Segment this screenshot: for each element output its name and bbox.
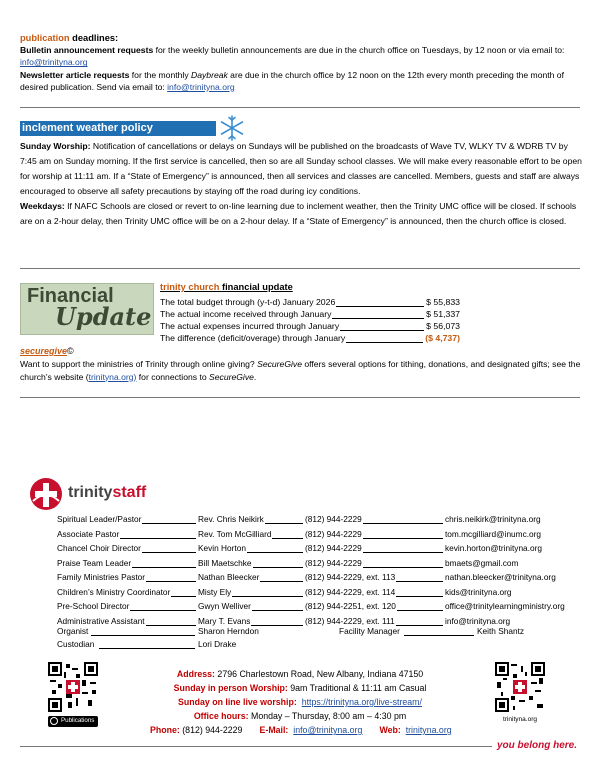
footer-office-hours: Office hours: Monday – Thursday, 8:00 am – 4:30 pm	[193, 711, 407, 721]
staff-phone: (812) 944-2229, ext. 113	[305, 572, 396, 582]
footer-contact-line: Phone: (812) 944-2229 E-Mail: info@trinityna.org Web: trinityna.org	[150, 725, 452, 735]
qr-code-icon	[495, 662, 545, 712]
finance-row-label: The total budget through (y-t-d) January 2026	[160, 297, 336, 307]
staff-row-custodian: Custodian Lori Drake	[57, 639, 237, 649]
footer-online-worship: Sunday on line live worship: https://trinityna.org/live-stream/	[178, 697, 422, 707]
staff-name: Rev. Chris Neikirk	[198, 514, 264, 524]
staff-email[interactable]: chris.neikirk@trinityna.org	[445, 514, 541, 524]
finance-row	[160, 297, 460, 309]
staff-role: Chancel Choir Director	[57, 543, 141, 553]
staff-name: Kevin Horton	[198, 543, 246, 553]
staff-email[interactable]: info@trinityna.org	[445, 615, 511, 626]
church-logo-icon	[28, 477, 64, 511]
staff-name: Mary T. Evans	[198, 615, 251, 626]
staff-row-organist: Organist Sharon Herndon Facility Manager Keith Shantz	[57, 626, 525, 636]
finance-row-label: The actual expenses incurred through January	[160, 321, 340, 331]
staff-phone: (812) 944-2229, ext. 114	[305, 586, 396, 597]
staff-row	[57, 514, 592, 526]
weekdays-paragraph: Weekdays: If NAFC Schools are closed or revert to on-line learning due to inclement weather, then the Trinity UMC office will be closed. If schools are on a 2-hour delay, then Trinity UMC office will be on a 2-hour delay. If a “State of Emergency” is announced, then the church office is closed.	[20, 201, 577, 226]
staff-row	[57, 587, 592, 599]
finance-row-label: The difference (deficit/overage) through January	[160, 333, 346, 343]
finance-row	[160, 333, 460, 345]
securegive-label: securegive©	[20, 346, 74, 356]
bulletin-paragraph: Bulletin announcement requests for the weekly bulletin announcements are due in the church office on Tuesdays, by 12 noon or via email to: info@trinityna.org	[20, 45, 565, 68]
staff-role: Associate Pastor	[57, 528, 120, 539]
staff-name: Nathan Bleecker	[198, 572, 260, 582]
footer-email-link[interactable]: info@trinityna.org	[293, 725, 363, 735]
staff-phone: (812) 944-2229, ext. 111	[305, 615, 395, 626]
staff-email[interactable]: tom.mcgilliard@inumc.org	[445, 528, 542, 539]
trinity-staff-logo: trinitystaff	[28, 477, 188, 511]
staff-name: Rev. Tom McGilliard	[198, 528, 272, 539]
qr-code-icon	[48, 662, 98, 712]
finance-row	[160, 321, 460, 333]
finance-row	[160, 309, 460, 321]
weather-banner: inclement weather policy	[20, 121, 216, 136]
staff-role: Children’s Ministry Coordinator	[57, 586, 171, 597]
staff-email[interactable]: nathan.bleecker@trinityna.org	[445, 572, 556, 582]
qr-code-right[interactable]	[495, 662, 545, 712]
staff-name: Misty Ely	[198, 586, 232, 597]
staff-phone: (812) 944-2251, ext. 120	[305, 601, 396, 611]
footer-address: Address: 2796 Charlestown Road, New Albany, Indiana 47150	[176, 669, 424, 679]
snowflake-icon	[218, 114, 246, 142]
footer-web-link[interactable]: trinityna.org	[405, 725, 452, 735]
website-link[interactable]: trinityna.org)	[88, 371, 137, 382]
staff-row	[57, 543, 592, 555]
financial-update-logo: Financial Update	[20, 283, 154, 335]
staff-role: Administrative Assistant	[57, 615, 145, 626]
staff-role: Spiritual Leader/Pastor	[57, 514, 142, 524]
finance-heading: trinity church financial update	[160, 282, 293, 292]
staff-phone: (812) 944-2229	[305, 543, 362, 553]
staff-phone: (812) 944-2229	[305, 528, 362, 539]
sunday-worship-paragraph: Sunday Worship: Notification of cancellations or delays on Sundays will be published on the broadcasts of Wave TV, WLKY TV & WDRB TV by 7:45 am on Sunday morning. If the first service is cancelled, then so are all Sunday school classes. We will make every reasonable effort to be open for worship at 11:11 am. If a “State of Emergency” is announced, then all services and classes are cancelled. Members, guests and staff are always encouraged to observe all safety precautions by staying off the road during icy conditions.	[20, 141, 582, 196]
staff-phone: (812) 944-2229	[305, 557, 362, 568]
divider	[20, 107, 580, 108]
staff-row	[57, 601, 592, 613]
deadlines-section	[20, 32, 585, 93]
qr-caption: trinityna.org	[503, 716, 537, 723]
staff-email[interactable]: kids@trinityna.org	[445, 586, 512, 597]
finance-row-label: The actual income received through January	[160, 309, 332, 319]
finance-row-value: ($ 4,737)	[425, 333, 460, 343]
publications-badge[interactable]: Publications	[48, 716, 98, 727]
staff-phone: (812) 944-2229	[305, 514, 362, 524]
staff-row	[57, 529, 592, 541]
staff-role: Pre-School Director	[57, 601, 130, 611]
staff-row	[57, 558, 592, 570]
weather-section	[20, 139, 585, 229]
staff-role: Family Ministries Pastor	[57, 572, 146, 582]
deadlines-heading: publication deadlines:	[20, 33, 119, 43]
newsletter-email-link[interactable]: info@trinityna.org	[167, 81, 235, 92]
securegive-paragraph: Want to support the ministries of Trinity through online giving? SecureGive offers several options for tithing, donations, and designated gifts; see the church’s website (trinityna.org) for connections to SecureGive.	[20, 359, 581, 382]
staff-name: Gwyn Welliver	[198, 601, 251, 611]
finance-row-value: $ 51,337	[426, 309, 460, 319]
staff-name: Bill Maetschke	[198, 557, 252, 568]
finance-row-value: $ 56,073	[426, 321, 460, 331]
staff-email[interactable]: kevin.horton@trinityna.org	[445, 543, 542, 553]
staff-email[interactable]: office@trinitylearningministry.org	[445, 601, 565, 611]
divider	[20, 397, 580, 398]
footer-inperson-worship: Sunday in person Worship: 9am Traditional & 11:11 am Casual	[173, 683, 427, 693]
staff-role: Praise Team Leader	[57, 557, 132, 568]
staff-email[interactable]: bmaets@gmail.com	[445, 557, 519, 568]
staff-row	[57, 572, 592, 584]
newsletter-paragraph: Newsletter article requests for the monthly Daybreak are due in the church office by 12 noon on the 12th every month preceding the month of desired publication. Send via email to: info@trinityna.org	[20, 69, 564, 92]
footer-rule	[20, 746, 492, 747]
bulletin-email-link[interactable]: info@trinityna.org	[20, 57, 88, 68]
publications-icon	[50, 717, 58, 725]
finance-row-value: $ 55,833	[426, 297, 460, 307]
divider	[20, 268, 580, 269]
qr-code-left[interactable]	[48, 662, 98, 712]
tagline: you belong here.	[497, 740, 578, 751]
livestream-link[interactable]: https://trinityna.org/live-stream/	[301, 697, 422, 707]
